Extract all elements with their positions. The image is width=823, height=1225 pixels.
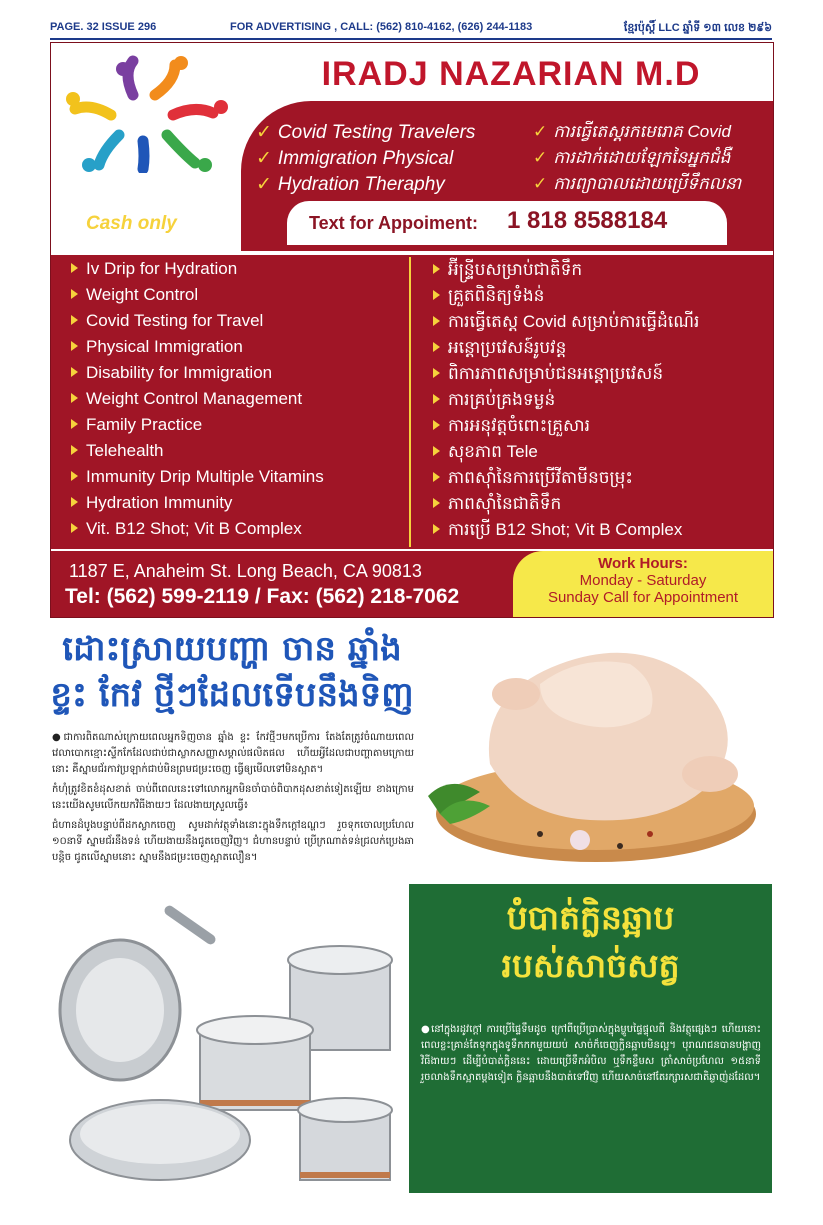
paragraph: ●នៅក្នុងរដូវក្ដៅ ការប្រើផ្ទៃទឹមដូច ក្រៅពីប្រើប្រាស់ក្នុងម្ហូបផ្ទៃផ្ទុលពី និងវត្ថុផ្សេងៗ ហើយនោះ ពេលខ្លះគ្រាន់តែទុកក្នុងទូទឹកកកមួយយប់ សាច់ក៏ចេញក្លិនឆ្អាបមិនល្អ។ បុរាណជនបានបង្ហាញវិធីងាយៗ ដើម្បីបំបាត់ក្លិននេះ ដោយប្រើទឹកអំបិល ឬទឹកខ្ទឹមស ត្រាំសាច់ប្រហែល ១៥នាទី រួចលាងទឹកស្អាតម្ដងទៀត ក្លិនឆ្អាបនឹងបាត់ទៅវិញ ហើយសាច់នៅតែរក្សារសជាតិឆ្ងាញ់ដដែល។ [421, 1024, 761, 1083]
page-header [50, 18, 772, 36]
check-icon: ✓ [533, 148, 548, 167]
list-divider [409, 257, 411, 547]
list-item: Iv Drip for Hydration [71, 259, 324, 285]
list-item: Disability for Immigration [71, 363, 324, 389]
list-item: Immunity Drip Multiple Vitamins [71, 467, 324, 493]
list-item: Physical Immigration [71, 337, 324, 363]
doctor-name: IRADJ NAZARIAN M.D [321, 55, 701, 93]
bullet-arrow-icon [433, 394, 440, 404]
service-en-3: ✓ Hydration Theraphy [256, 174, 445, 195]
service-en-1: ✓ Covid Testing Travelers [256, 122, 476, 143]
list-item: ភាពស៊ាំនៃជាតិទឹក [433, 493, 699, 519]
check-icon: ✓ [533, 122, 548, 141]
article-right-body [421, 1022, 761, 1086]
people-logo-icon [63, 53, 233, 173]
bullet-arrow-icon [433, 524, 440, 534]
list-item: អ៊ីន្រ្ទីបសម្រាប់ជាតិទឹក [433, 259, 699, 285]
page-issue: PAGE. 32 ISSUE 296 [50, 21, 157, 33]
bullet-arrow-icon [433, 342, 440, 352]
appointment-text-label: Text for Appoiment: [309, 213, 478, 233]
bullet-arrow-icon [71, 393, 78, 403]
list-item: Weight Control Management [71, 389, 324, 415]
list-item: ពិការភាពសម្រាប់ជនអន្តោប្រវេសន៍ [433, 363, 699, 389]
service-km-1: ✓ ការធ្វើតេស្តរកមេរោគ Covid [533, 122, 731, 141]
list-item: Telehealth [71, 441, 324, 467]
check-icon: ✓ [256, 122, 272, 143]
list-item: អន្តោប្រវេសន៍រូបវន្ត [433, 337, 699, 363]
list-item: ការអនុវត្តចំពោះគ្រួសារ [433, 415, 699, 441]
bullet-arrow-icon [71, 419, 78, 429]
bullet-arrow-icon [71, 445, 78, 455]
appointment-text-box [287, 201, 727, 245]
list-item: Vit. B12 Shot; Vit B Complex [71, 519, 324, 545]
list-item: Covid Testing for Travel [71, 311, 324, 337]
raw-chicken-image [420, 624, 772, 874]
list-item: ការគ្រប់គ្រងទម្ងន់ [433, 389, 699, 415]
bullet-arrow-icon [71, 263, 78, 273]
header-rule [50, 38, 772, 40]
advertising-contact: FOR ADVERTISING , CALL: (562) 810-4162, (626) 244-1183 [230, 21, 533, 33]
clinic-phone-fax[interactable]: Tel: (562) 599-2119 / Fax: (562) 218-7062 [65, 585, 460, 608]
check-icon: ✓ [533, 174, 548, 193]
appointment-text-number[interactable]: 1 818 8588184 [507, 207, 668, 234]
bullet-arrow-icon [433, 316, 440, 326]
work-hours-title: Work Hours: [598, 555, 688, 572]
list-item: សុខភាព Tele [433, 441, 699, 467]
bullet-arrow-icon [71, 367, 78, 377]
bullet-arrow-icon [433, 264, 440, 274]
service-km-3: ✓ ការព្យាបាលដោយប្រើទឹកលនា [533, 174, 742, 193]
bullet-arrow-icon [433, 368, 440, 378]
work-hours-box [513, 551, 773, 617]
list-item: ការធ្វើតេស្ត Covid សម្រាប់ការធ្វើដំណើរ [433, 311, 699, 337]
cookware-image [50, 900, 410, 1200]
clinic-address: 1187 E, Anaheim St. Long Beach, CA 90813 [69, 561, 422, 581]
list-item: គ្រួតពិនិត្យទំងន់ [433, 285, 699, 311]
list-item: Weight Control [71, 285, 324, 311]
article-left-title: ដោះស្រាយបញ្ហា ចាន ឆ្នាំង ខ្ទះ កែវ ថ្មីៗដែលទើបនឹងទិញ [50, 629, 414, 715]
bullet-arrow-icon [433, 290, 440, 300]
list-item: Hydration Immunity [71, 493, 324, 519]
services-list-en [71, 259, 324, 545]
doctor-advertisement [50, 42, 774, 618]
bullet-arrow-icon [71, 341, 78, 351]
bullet-arrow-icon [433, 420, 440, 430]
bullet-arrow-icon [71, 315, 78, 325]
bullet-arrow-icon [71, 289, 78, 299]
list-item: ការប្រើ B12 Shot; Vit B Complex [433, 519, 699, 545]
work-hours-sunday: Sunday Call for Appointment [547, 589, 739, 606]
services-list-km [433, 259, 699, 545]
bullet-arrow-icon [433, 498, 440, 508]
paragraph: ជំហានដំបូងបន្ទាប់ពីដកស្លាកចេញ សូមដាក់វត្ថុទាំងនោះក្នុងទឹកក្ដៅឧណ្ហៗ រួចទុកចោលប្រហែល ១០នាទី ស្នាមជ័រនឹងទន់ ហើយងាយនឹងជូតចេញវិញ។ ជំហានបន្ទាប់ ប្រើក្រណាត់ទន់ជ្រលក់ប្រេងឆាបន្តិច ជូតលើស្នាមនោះ ស្នាមនឹងជម្រះចេញស្អាតលឿន។ [52, 820, 414, 863]
service-en-2: ✓ Immigration Physical [256, 148, 454, 169]
check-icon: ✓ [256, 174, 272, 195]
article-right-title: បំបាត់ក្លិនឆ្អាប របស់សាច់សត្វ [501, 898, 680, 985]
article-right [409, 884, 772, 1193]
bullet-arrow-icon [71, 471, 78, 481]
list-item: Family Practice [71, 415, 324, 441]
bullet-arrow-icon [433, 472, 440, 482]
work-hours-days: Monday - Saturday [579, 572, 707, 589]
list-item: ភាពស៊ាំនៃការប្រើវីតាមីនចម្រុះ [433, 467, 699, 493]
article-left-body [52, 730, 414, 870]
paragraph: កំហុំត្រូវខិតខំដុសខាត់ ចាប់ពីពេលនេះទៅលោកអ្នកមិនចាំបាច់ពិបាកដុសខាត់ទៀតឡើយ ខាងក្រោមនេះយើងសូមលើកយកវិធីងាយៗ ដែលងាយស្រួលធ្វើ៖ [52, 784, 414, 811]
paragraph: ●ជាការពិតណាស់ក្រោយពេលអ្នកទិញចាន ឆ្នាំង ខ្ទះ កែវថ្មីៗមកប្រើការ តែងតែត្រូវចំណាយពេលវេលាបោកខ្មោះស្ទីកកែដែលជាប់ជាស្លាកសញ្ញាសម្គាល់ផលិតផល ហើយអ្វីដែលជាបញ្ហាតាមក្រោយនោះ គឺស្នាមជ័រកាវប្រឡាក់ជាប់មិនព្រមជម្រះចេញ ធ្វើឲ្យមើលទៅមិនស្អាត។ [52, 732, 414, 775]
cash-only-label: Cash only [86, 213, 177, 234]
bullet-arrow-icon [433, 446, 440, 456]
masthead: ខ្មែរប៉ុស្ដិ៍ LLC ឆ្នាំទី ១៣ លេខ ២៩៦ [623, 22, 772, 34]
bullet-arrow-icon [71, 523, 78, 533]
bullet-arrow-icon [71, 497, 78, 507]
service-km-2: ✓ ការដាក់ដោយឡែកនៃអ្នកជំងឺ [533, 148, 731, 167]
check-icon: ✓ [256, 148, 272, 169]
